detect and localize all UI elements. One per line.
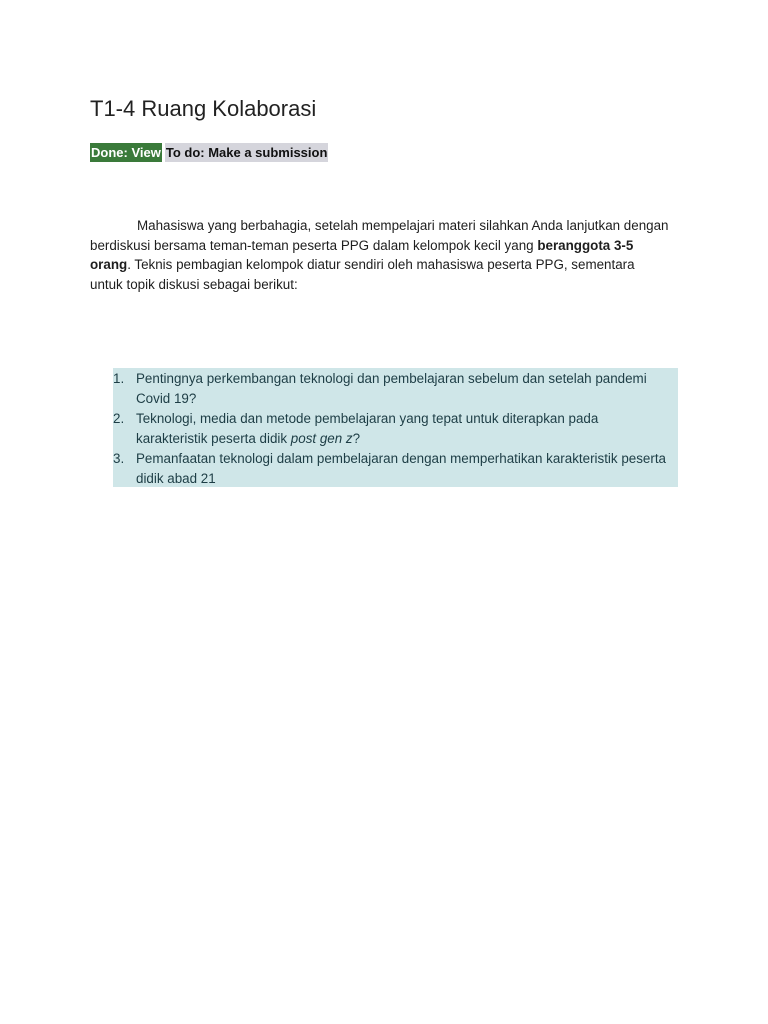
topic-italic-term: post gen z bbox=[290, 431, 353, 446]
todo-submission-badge: To do: Make a submission bbox=[165, 145, 328, 160]
completion-status-row bbox=[90, 143, 328, 162]
topic-number: 1. bbox=[113, 371, 125, 386]
done-view-badge[interactable]: Done: View bbox=[91, 145, 161, 160]
discussion-topics-list bbox=[113, 369, 673, 489]
topic-number: 2. bbox=[113, 411, 125, 426]
topic-text: Pentingnya perkembangan teknologi dan pembelajaran sebelum dan setelah pandemi Covid 19? bbox=[136, 371, 647, 406]
intro-paragraph bbox=[90, 216, 670, 294]
page-title: T1-4 Ruang Kolaborasi bbox=[90, 96, 317, 121]
topic-item-3 bbox=[113, 449, 673, 489]
topic-text: Pemanfaatan teknologi dalam pembelajaran dengan memperhatikan karakteristik peserta didik abad 21 bbox=[136, 451, 666, 486]
topic-text-end: ? bbox=[352, 431, 361, 446]
intro-bold-group-size: beranggota 3-5 orang bbox=[90, 237, 634, 272]
topic-item-1 bbox=[113, 369, 673, 409]
topic-item-2 bbox=[113, 409, 673, 449]
topic-text: Teknologi, media dan metode pembelajaran yang tepat untuk diterapkan pada karakteristik peserta didik bbox=[136, 411, 599, 446]
discussion-topics-box bbox=[113, 368, 678, 487]
topic-number: 3. bbox=[113, 451, 125, 466]
intro-text-part1: Mahasiswa yang berbahagia, setelah mempelajari materi silahkan Anda lanjutkan dengan berdiskusi bersama teman-teman peserta PPG dalam kelompok kecil yang bbox=[90, 218, 669, 253]
intro-text-part2: . Teknis pembagian kelompok diatur sendiri oleh mahasiswa peserta PPG, sementara untuk topik diskusi sebagai berikut: bbox=[90, 257, 635, 292]
